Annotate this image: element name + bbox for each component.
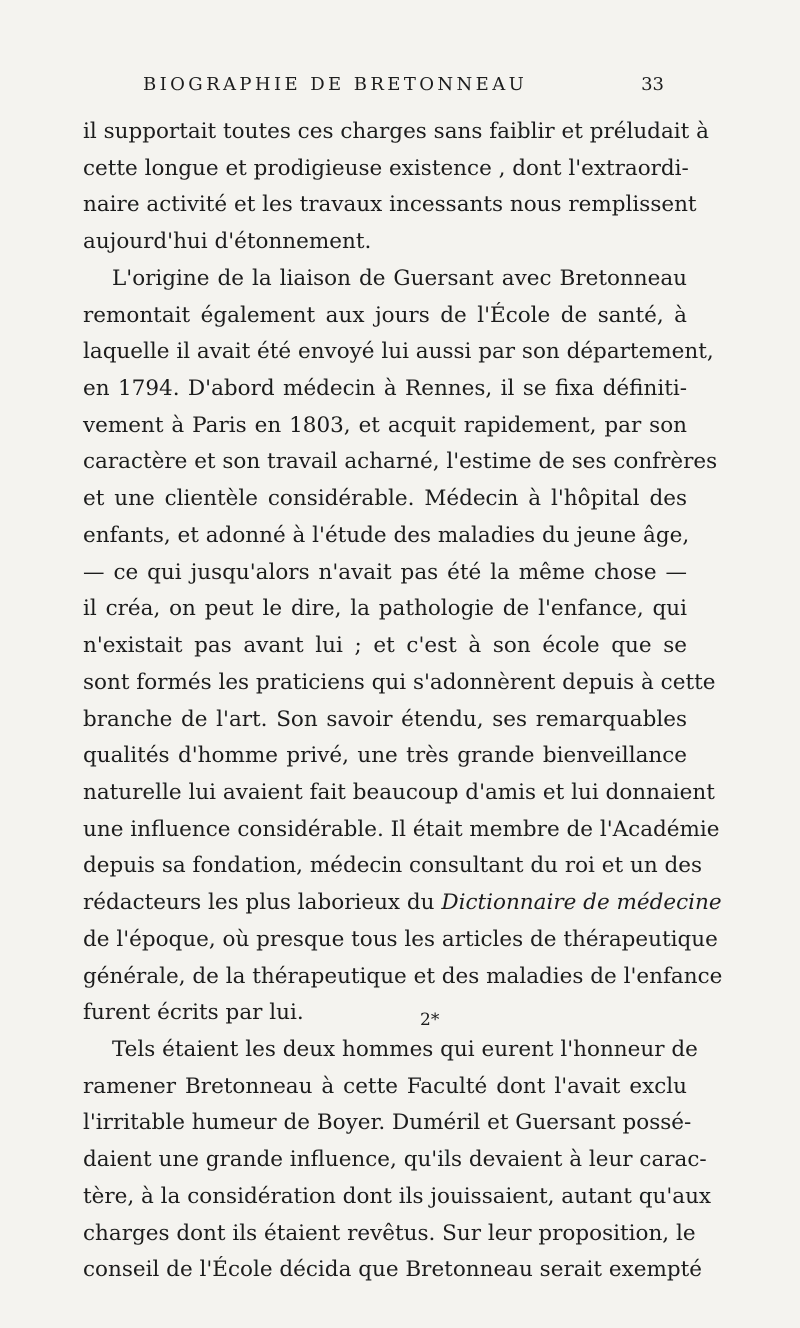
- text-line: caractère et son travail acharné, l'estime de ses confrères: [83, 449, 718, 475]
- text-line: naire activité et les travaux incessants nous remplissent: [83, 192, 697, 218]
- text-line: — ce qui jusqu'alors n'avait pas été la même chose —: [83, 559, 687, 585]
- running-head: [0, 74, 800, 104]
- text-line: cette longue et prodigieuse existence , dont l'extraordi-: [83, 155, 689, 181]
- signature-mark: 2*: [420, 1010, 440, 1030]
- body-text: [83, 114, 723, 1289]
- text-line: tère, à la considération dont ils jouissaient, autant qu'aux: [83, 1183, 712, 1209]
- text-line: naturelle lui avaient fait beaucoup d'amis et lui donnaient: [83, 779, 715, 805]
- text-line: daient une grande influence, qu'ils devaient à leur carac-: [83, 1147, 707, 1173]
- text-line: depuis sa fondation, médecin consultant du roi et un des: [83, 853, 703, 879]
- text-line: et une clientèle considérable. Médecin à l'hôpital des: [83, 486, 687, 512]
- running-head-title: BIOGRAPHIE DE BRETONNEAU: [143, 74, 528, 95]
- text-line: il créa, on peut le dire, la pathologie de l'enfance, qui: [83, 596, 687, 622]
- text-line: en 1794. D'abord médecin à Rennes, il se fixa définiti-: [83, 376, 687, 402]
- text-line: ramener Bretonneau à cette Faculté dont l'avait exclu: [83, 1073, 687, 1099]
- text-line: une influence considérable. Il était membre de l'Académie: [83, 816, 720, 842]
- text-line: n'existait pas avant lui ; et c'est à son école que se: [83, 633, 687, 659]
- text-line: remontait également aux jours de l'École de santé, à: [83, 302, 687, 328]
- text-line-part: rédacteurs les plus laborieux du: [83, 890, 435, 916]
- text-line: qualités d'homme privé, une très grande bienveillance: [83, 743, 687, 769]
- text-line: charges dont ils étaient revêtus. Sur leur proposition, le: [83, 1220, 696, 1246]
- text-line: l'irritable humeur de Boyer. Duméril et Guersant possé-: [83, 1110, 692, 1136]
- text-line: il supportait toutes ces charges sans faiblir et préludait à: [83, 119, 709, 144]
- text-line: enfants, et adonné à l'étude des maladies du jeune âge,: [83, 522, 690, 548]
- text-line: vement à Paris en 1803, et acquit rapidement, par son: [83, 412, 687, 438]
- text-line: générale, de la thérapeutique et des maladies de l'enfance: [83, 963, 723, 989]
- page-number: 33: [641, 74, 664, 95]
- text-line: L'origine de la liaison de Guersant avec Bretonneau: [112, 265, 687, 291]
- text-line: branche de l'art. Son savoir étendu, ses remarquables: [83, 706, 687, 732]
- text-line: de l'époque, où presque tous les articles de thérapeutique: [83, 926, 718, 952]
- text-line: sont formés les praticiens qui s'adonnèrent depuis à cette: [83, 669, 716, 695]
- text-line: conseil de l'École décida que Bretonneau serait exempté: [83, 1257, 702, 1283]
- italic-book-title: Dictionnaire de médecine: [441, 890, 722, 916]
- text-line: furent écrits par lui.: [83, 1000, 304, 1026]
- text-line: aujourd'hui d'étonnement.: [83, 229, 372, 255]
- text-line-with-title: [83, 885, 722, 922]
- text-line: laquelle il avait été envoyé lui aussi par son département,: [83, 339, 714, 365]
- text-line: Tels étaient les deux hommes qui eurent l'honneur de: [112, 1036, 698, 1062]
